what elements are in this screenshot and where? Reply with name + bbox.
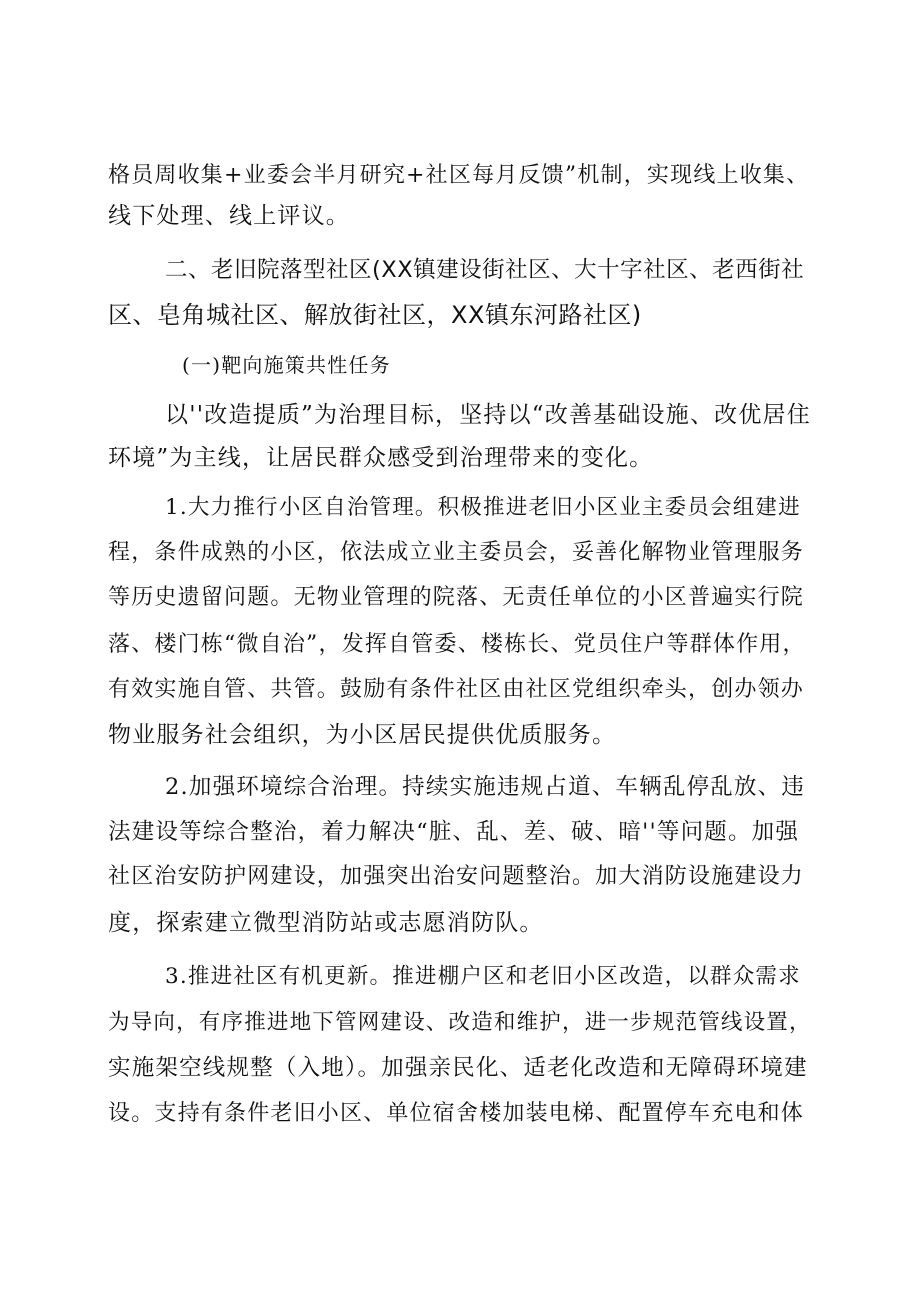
text-line: 2.加强环境综合治理。持续实施违规占道、车辆乱停乱放、违 <box>165 774 806 800</box>
text-line: 3.推进社区有机更新。推进棚户区和老旧小区改造，以群众需求 <box>165 964 801 989</box>
text-line: 等历史遗留问题。无物业管理的院落、无责任单位的小区普遍实行院 <box>108 585 805 610</box>
text-line: 社区治安防护网建设，加强突出治安问题整治。加大消防设施建设力 <box>108 864 805 889</box>
text-line: 环境”为主线，让居民群众感受到治理带来的变化。 <box>108 445 654 471</box>
text-line: 为导向，有序推进地下管网建设、改造和维护，进一步规范管线设置， <box>108 1010 812 1035</box>
text-line: 以''改造提质”为治理目标，坚持以“改善基础设施、改优居住 <box>165 402 811 428</box>
subsection-heading: (一)靶向施策共性任务 <box>182 353 391 377</box>
text-line: 设。支持有条件老旧小区、单位宿舍楼加装电梯、配置停车充电和体 <box>108 1101 805 1126</box>
text-line: 有效实施自管、共管。鼓励有条件社区由社区党组织牵头，创办领办 <box>108 677 805 702</box>
text-line: 1.大力推行小区自治管理。积极推进老旧小区业主委员会组建进 <box>165 495 801 520</box>
text-line: 程，条件成熟的小区，依法成立业主委员会，妥善化解物业管理服务 <box>108 540 805 565</box>
text-line: 线下处理、线上评议。 <box>108 203 350 229</box>
section-heading: 二、老旧院落型社区(XX镇建设街社区、大十字社区、老西街社 <box>165 257 805 283</box>
text-line: 落、楼门栋“微自治”，发挥自管委、楼栋长、党员住户等群体作用， <box>108 632 806 657</box>
text-line: 法建设等综合整治，着力解决“脏、乱、差、破、暗''等问题。加强 <box>108 819 800 845</box>
text-line: 度，探索建立微型消防站或志愿消防队。 <box>108 910 544 936</box>
text-line: 物业服务社会组织，为小区居民提供优质服务。 <box>108 722 617 748</box>
text-line: 实施架空线规整（入地）。加强亲民化、适老化改造和无障碍环境建 <box>108 1055 808 1081</box>
section-heading: 区、皂角城社区、解放街社区，XX镇东河路社区) <box>108 301 642 329</box>
text-line: 格员周收集+业委会半月研究+社区每月反馈”机制，实现线上收集、 <box>108 163 810 188</box>
